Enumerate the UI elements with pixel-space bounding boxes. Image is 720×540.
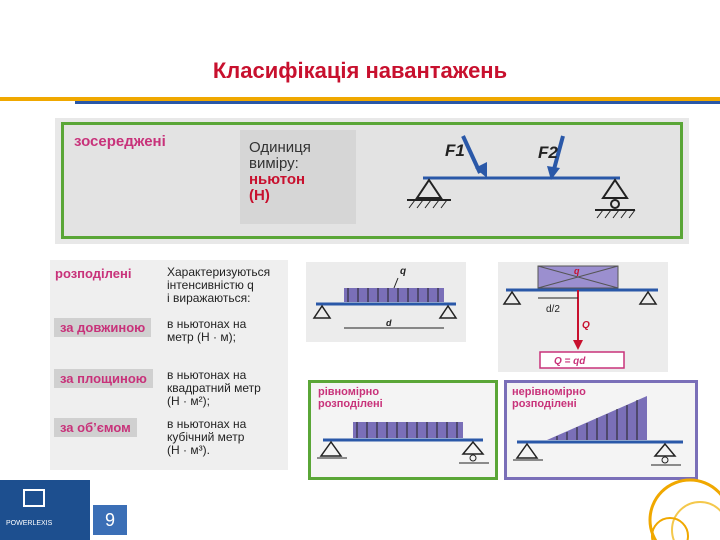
figure-resultant — [498, 262, 668, 372]
concentrated-label: зосереджені — [74, 133, 166, 150]
distributed-intro — [167, 266, 270, 305]
slide-number: 9 — [93, 505, 127, 535]
row-area-desc — [167, 369, 261, 408]
figure-uniform-beam — [311, 380, 495, 477]
logo-text: POWERLEXIS — [6, 520, 53, 527]
unit-line-2: виміру: — [249, 155, 299, 172]
row-volume-desc — [167, 418, 246, 457]
row-area-line3: (Н · м²); — [167, 394, 210, 408]
uniform-line2: розподілені — [318, 398, 383, 410]
concentrated-beam-diagram — [395, 128, 645, 228]
row-length-line1: в ньютонах на — [167, 317, 247, 331]
row-area-line1: в ньютонах на — [167, 368, 247, 382]
intro-line-1: Характеризуються — [167, 265, 271, 279]
header-bar-blue — [75, 101, 720, 104]
force-label-2: F2 — [538, 143, 558, 162]
d-label: d — [386, 318, 392, 328]
row-area-line2: квадратний метр — [167, 381, 261, 395]
intro-line-2: інтенсивністю q — [167, 278, 254, 292]
distributed-label: розподілені — [55, 266, 132, 281]
page-title: Класифікація навантажень — [212, 58, 508, 83]
nonuniform-line2: розподілені — [512, 398, 577, 410]
unit-text — [249, 140, 311, 204]
row-length-desc — [167, 318, 246, 344]
unit-line-1: Одиниця — [249, 139, 311, 156]
Q-label: Q — [582, 320, 590, 331]
q-label-top: q — [574, 266, 580, 276]
tag-length: за довжиною — [54, 318, 151, 337]
uniform-line1: рівномірно — [318, 386, 380, 398]
row-volume-line1: в ньютонах на — [167, 417, 247, 431]
left-support — [417, 180, 441, 198]
nonuniform-line1: нерівномірно — [512, 386, 586, 398]
formula: Q = qd — [554, 356, 586, 367]
row-length-line2: метр (Н · м); — [167, 330, 236, 344]
row-volume-line2: кубічний метр — [167, 430, 245, 444]
intro-line-3: і виражаються: — [167, 291, 251, 305]
row-volume-line3: (Н · м³). — [167, 443, 210, 457]
decorative-swirls — [590, 440, 720, 540]
tag-area: за площиною — [54, 369, 153, 388]
right-support — [603, 180, 627, 198]
q-label: q — [400, 266, 407, 277]
half-d-label: d/2 — [546, 304, 560, 315]
tag-volume: за об’ємом — [54, 418, 137, 437]
figure-q-d — [306, 262, 466, 342]
unit-line-4: (Н) — [249, 187, 270, 204]
logo-background — [0, 480, 90, 540]
load-block — [344, 288, 444, 302]
unit-line-3: ньютон — [249, 171, 306, 188]
force-label-1: F1 — [445, 141, 465, 160]
